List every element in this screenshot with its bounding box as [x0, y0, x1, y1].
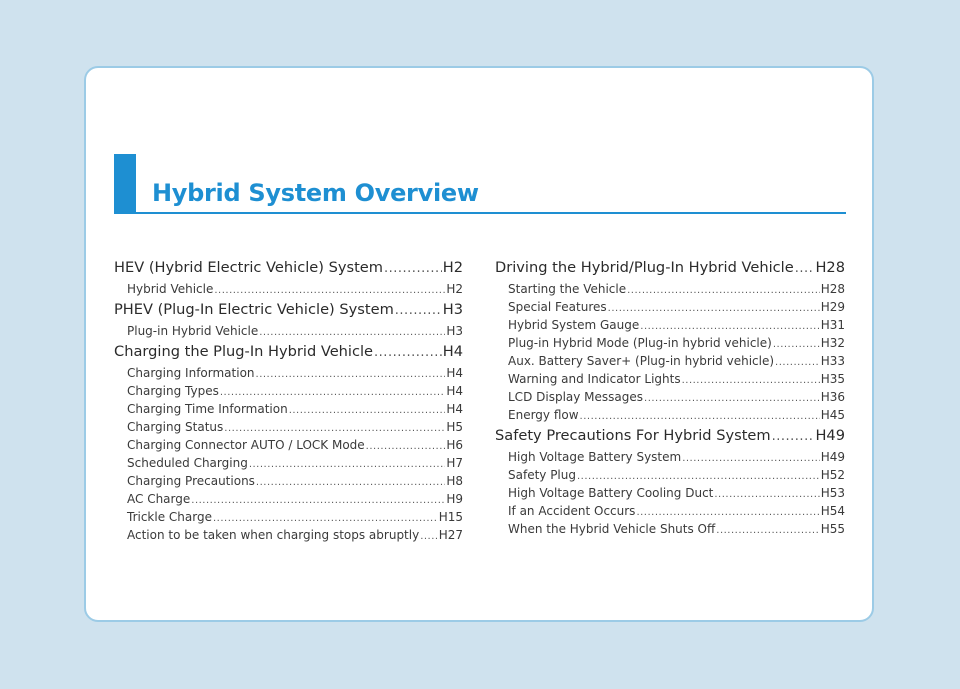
toc-page-number: H4 — [446, 402, 463, 416]
toc-entry-title: Charging Time Information — [127, 402, 288, 416]
toc-section-entry[interactable] — [495, 256, 845, 280]
toc-page-number: H5 — [446, 420, 463, 434]
toc-subsection-entry[interactable] — [495, 466, 845, 484]
toc-page-number: H8 — [446, 474, 463, 488]
toc-subsection-entry[interactable] — [114, 400, 463, 418]
toc-page-number: H2 — [442, 259, 463, 276]
toc-page-number: H15 — [438, 510, 463, 524]
toc-entry-title: HEV (Hybrid Electric Vehicle) System — [114, 259, 384, 276]
toc-subsection-entry[interactable] — [495, 316, 845, 334]
toc-entry-title: Driving the Hybrid/Plug-In Hybrid Vehicle — [495, 259, 794, 276]
toc-dot-leader — [420, 528, 438, 546]
toc-subsection-entry[interactable] — [495, 520, 845, 538]
toc-entry-title: Trickle Charge — [127, 510, 212, 524]
toc-dot-leader — [714, 486, 819, 504]
toc-subsection-entry[interactable] — [495, 448, 845, 466]
toc-entry-title: Scheduled Charging — [127, 456, 248, 470]
toc-subsection-entry[interactable] — [114, 490, 463, 508]
toc-dot-leader — [384, 257, 442, 281]
toc-page-number: H35 — [820, 372, 845, 386]
toc-left-column — [114, 256, 463, 544]
toc-dot-leader — [374, 341, 442, 365]
toc-subsection-entry[interactable] — [495, 484, 845, 502]
toc-section-entry[interactable] — [114, 298, 463, 322]
toc-entry-title: Action to be taken when charging stops abruptly — [127, 528, 420, 542]
toc-dot-leader — [191, 492, 445, 510]
toc-section-entry[interactable] — [114, 256, 463, 280]
toc-page-number: H36 — [820, 390, 845, 404]
toc-entry-title: Starting the Vehicle — [508, 282, 627, 296]
toc-right-column — [495, 256, 845, 538]
toc-entry-title: Energy flow — [508, 408, 579, 422]
toc-page-number: H54 — [820, 504, 845, 518]
toc-subsection-entry[interactable] — [114, 382, 463, 400]
toc-entry-title: Charging Status — [127, 420, 224, 434]
toc-subsection-entry[interactable] — [495, 406, 845, 424]
toc-section-entry[interactable] — [114, 340, 463, 364]
toc-page-number: H52 — [820, 468, 845, 482]
toc-subsection-entry[interactable] — [114, 472, 463, 490]
toc-entry-title: Hybrid System Gauge — [508, 318, 640, 332]
toc-page-number: H2 — [446, 282, 463, 296]
toc-entry-title: Safety Plug — [508, 468, 576, 482]
toc-entry-title: Charging Precautions — [127, 474, 255, 488]
toc-page-number: H32 — [820, 336, 845, 350]
toc-page-number: H33 — [820, 354, 845, 368]
title-accent-bar — [114, 154, 136, 214]
toc-page-number: H31 — [820, 318, 845, 332]
toc-entry-title: When the Hybrid Vehicle Shuts Off — [508, 522, 716, 536]
toc-entry-title: High Voltage Battery System — [508, 450, 682, 464]
toc-subsection-entry[interactable] — [495, 370, 845, 388]
toc-dot-leader — [256, 474, 445, 492]
toc-entry-title: Charging Connector AUTO / LOCK Mode — [127, 438, 365, 452]
toc-entry-title: PHEV (Plug-In Electric Vehicle) System — [114, 301, 394, 318]
toc-dot-leader — [773, 336, 820, 354]
toc-subsection-entry[interactable] — [114, 322, 463, 340]
toc-page-number: H4 — [442, 343, 463, 360]
toc-page-number: H7 — [446, 456, 463, 470]
toc-page-number: H4 — [446, 384, 463, 398]
toc-section-entry[interactable] — [495, 424, 845, 448]
toc-page-number: H3 — [446, 324, 463, 338]
toc-page-number: H4 — [446, 366, 463, 380]
page-title: Hybrid System Overview — [152, 179, 479, 207]
toc-entry-title: Special Features — [508, 300, 607, 314]
toc-dot-leader — [608, 300, 820, 318]
toc-entry-title: High Voltage Battery Cooling Duct — [508, 486, 714, 500]
toc-entry-title: Charging the Plug-In Hybrid Vehicle — [114, 343, 374, 360]
toc-page-number: H53 — [820, 486, 845, 500]
toc-subsection-entry[interactable] — [114, 364, 463, 382]
toc-entry-title: Safety Precautions For Hybrid System — [495, 427, 771, 444]
toc-page-number: H49 — [815, 427, 845, 444]
toc-page-number: H3 — [442, 301, 463, 318]
toc-subsection-entry[interactable] — [114, 526, 463, 544]
toc-page-number: H29 — [820, 300, 845, 314]
toc-page-number: H27 — [438, 528, 463, 542]
toc-entry-title: Plug-in Hybrid Mode (Plug-in hybrid vehicle) — [508, 336, 772, 350]
toc-entry-title: Aux. Battery Saver+ (Plug-in hybrid vehicle) — [508, 354, 775, 368]
toc-page-number: H28 — [815, 259, 845, 276]
toc-dot-leader — [366, 438, 446, 456]
toc-subsection-entry[interactable] — [114, 454, 463, 472]
toc-subsection-entry[interactable] — [495, 334, 845, 352]
toc-dot-leader — [256, 366, 446, 384]
toc-subsection-entry[interactable] — [495, 502, 845, 520]
toc-entry-title: AC Charge — [127, 492, 191, 506]
toc-dot-leader — [644, 390, 820, 408]
toc-dot-leader — [249, 456, 446, 474]
toc-subsection-entry[interactable] — [495, 352, 845, 370]
toc-dot-leader — [627, 282, 820, 300]
toc-page-number: H9 — [446, 492, 463, 506]
toc-entry-title: Warning and Indicator Lights — [508, 372, 681, 386]
toc-dot-leader — [682, 450, 820, 468]
toc-entry-title: If an Accident Occurs — [508, 504, 636, 518]
toc-subsection-entry[interactable] — [495, 298, 845, 316]
toc-dot-leader — [395, 299, 442, 323]
toc-dot-leader — [716, 522, 819, 540]
title-underline — [136, 212, 846, 214]
toc-dot-leader — [775, 354, 820, 372]
toc-page-number: H6 — [446, 438, 463, 452]
toc-dot-leader — [289, 402, 446, 420]
toc-subsection-entry[interactable] — [114, 436, 463, 454]
toc-page-number: H55 — [820, 522, 845, 536]
toc-page-number: H49 — [820, 450, 845, 464]
toc-entry-title: Hybrid Vehicle — [127, 282, 214, 296]
toc-page-number: H28 — [820, 282, 845, 296]
toc-entry-title: LCD Display Messages — [508, 390, 644, 404]
toc-dot-leader — [682, 372, 820, 390]
toc-dot-leader — [772, 425, 815, 449]
toc-entry-title: Plug-in Hybrid Vehicle — [127, 324, 259, 338]
toc-subsection-entry[interactable] — [114, 418, 463, 436]
toc-dot-leader — [795, 257, 815, 281]
toc-entry-title: Charging Information — [127, 366, 255, 380]
toc-entry-title: Charging Types — [127, 384, 219, 398]
toc-subsection-entry[interactable] — [114, 280, 463, 298]
toc-page-number: H45 — [820, 408, 845, 422]
toc-subsection-entry[interactable] — [114, 508, 463, 526]
toc-subsection-entry[interactable] — [495, 280, 845, 298]
toc-subsection-entry[interactable] — [495, 388, 845, 406]
